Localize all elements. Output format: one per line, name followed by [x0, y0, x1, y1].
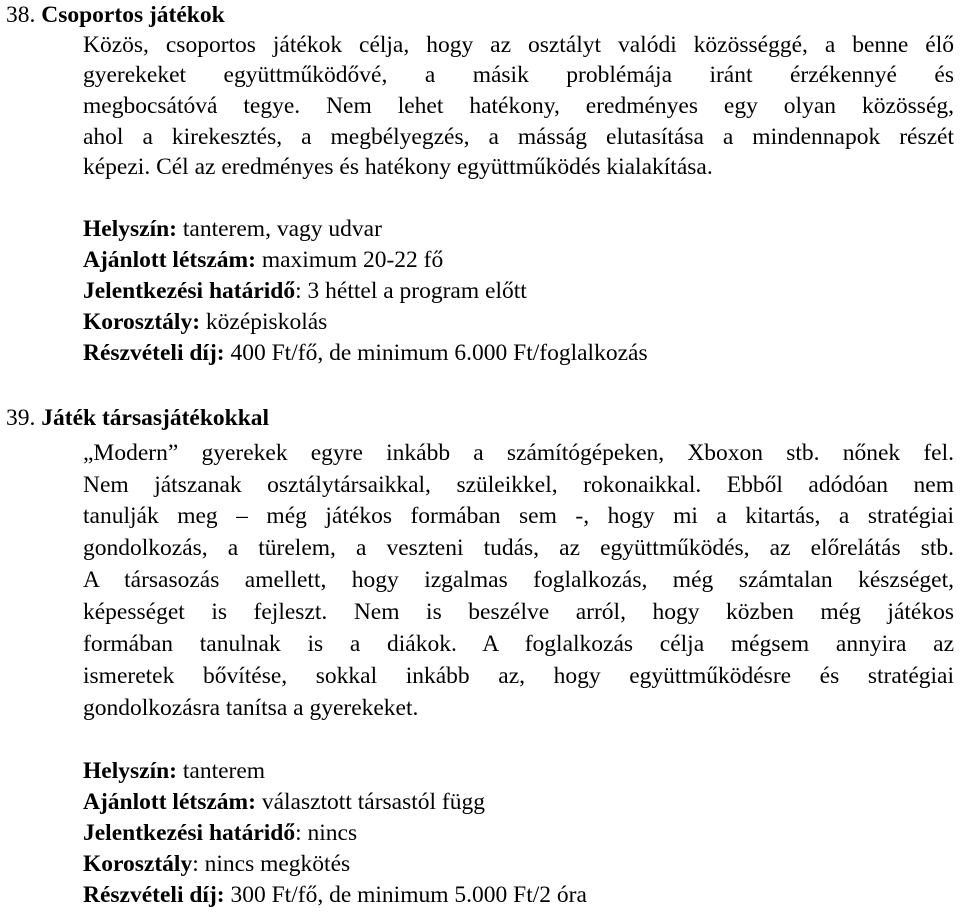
- section-38-info-agegroup: [83, 307, 327, 337]
- section-38-para-line: megbocsátóvá tegye. Nem lehet hatékony, eredményes egy olyan közösség,: [83, 93, 954, 119]
- info-value: tanterem: [177, 758, 266, 784]
- section-39-para-line: gondolkozásra tanítsa a gyerekeket.: [83, 695, 419, 721]
- section-38-info-location: [83, 214, 382, 244]
- section-39-para-line: ismeretek bővítése, sokkal inkább az, hogy együttműködésre és stratégiai: [83, 663, 954, 689]
- section-39-info-location: [83, 756, 265, 786]
- info-value: 300 Ft/fő, de minimum 5.000 Ft/2 óra: [224, 882, 587, 908]
- section-39-number: 39.: [6, 405, 36, 431]
- section-38-info-deadline: [83, 276, 527, 306]
- section-39-info-fee: [83, 880, 587, 910]
- info-label: Helyszín:: [83, 758, 177, 784]
- section-39-title: Játék társasjátékokkal: [41, 405, 270, 431]
- info-value: : nincs megkötés: [192, 851, 351, 877]
- info-value: : 3 héttel a program előtt: [295, 278, 527, 304]
- section-39-heading: [6, 403, 269, 433]
- section-38-para-line: Közös, csoportos játékok célja, hogy az osztályt valódi közösséggé, a benne élő: [83, 32, 954, 58]
- info-value: tanterem, vagy udvar: [177, 216, 382, 242]
- section-38-para-line: gyerekeket együttműködővé, a másik problémája iránt érzékennyé és: [83, 62, 954, 88]
- section-38-heading: [6, 0, 225, 30]
- section-38-para-line: ahol a kirekesztés, a megbélyegzés, a másság elutasítása a mindennapok részét: [83, 124, 954, 150]
- info-label: Ajánlott létszám:: [83, 789, 256, 815]
- info-label: Részvételi díj:: [83, 340, 225, 366]
- info-value: középiskolás: [200, 309, 328, 335]
- info-value: maximum 20-22 fő: [255, 247, 444, 273]
- section-39-para-line: „Modern” gyerekek egyre inkább a számítógépeken, Xboxon stb. nőnek fel.: [83, 440, 954, 466]
- section-38-info-fee: [83, 338, 648, 368]
- section-39-info-headcount: [83, 787, 485, 817]
- section-39-para-line: A társasozás amellett, hogy izgalmas foglalkozás, még számtalan készséget,: [83, 567, 954, 593]
- section-38-info-headcount: [83, 245, 443, 275]
- info-label: Korosztály:: [83, 309, 201, 335]
- section-39-info-deadline: [83, 818, 357, 848]
- info-label: Jelentkezési határidő: [83, 820, 296, 846]
- section-39-para-line: tanulják meg – még játékos formában sem -, hogy mi a kitartás, a stratégiai: [83, 503, 954, 529]
- info-label: Helyszín:: [83, 216, 177, 242]
- info-value: 400 Ft/fő, de minimum 6.000 Ft/foglalkozás: [224, 340, 648, 366]
- info-value: választott társastól függ: [255, 789, 486, 815]
- section-39-info-agegroup: [83, 849, 350, 879]
- info-label: Jelentkezési határidő: [83, 278, 296, 304]
- info-value: : nincs: [295, 820, 358, 846]
- section-39-para-line: Nem játszanak osztálytársaikkal, szüleikkel, rokonaikkal. Ebből adódóan nem: [83, 472, 954, 498]
- section-38-number: 38.: [6, 2, 36, 28]
- info-label: Részvételi díj:: [83, 882, 225, 908]
- section-38-para-line: képezi. Cél az eredményes és hatékony együttműködés kialakítása.: [83, 154, 713, 180]
- section-39-para-line: képességet is fejleszt. Nem is beszélve arról, hogy közben még játékos: [83, 599, 954, 625]
- section-39-para-line: formában tanulnak is a diákok. A foglalkozás célja mégsem annyira az: [83, 631, 954, 657]
- info-label: Ajánlott létszám:: [83, 247, 256, 273]
- section-39-para-line: gondolkozás, a türelem, a veszteni tudás, az együttműködés, az előrelátás stb.: [83, 535, 954, 561]
- section-38-title: Csoportos játékok: [41, 2, 225, 28]
- info-label: Korosztály: [83, 851, 193, 877]
